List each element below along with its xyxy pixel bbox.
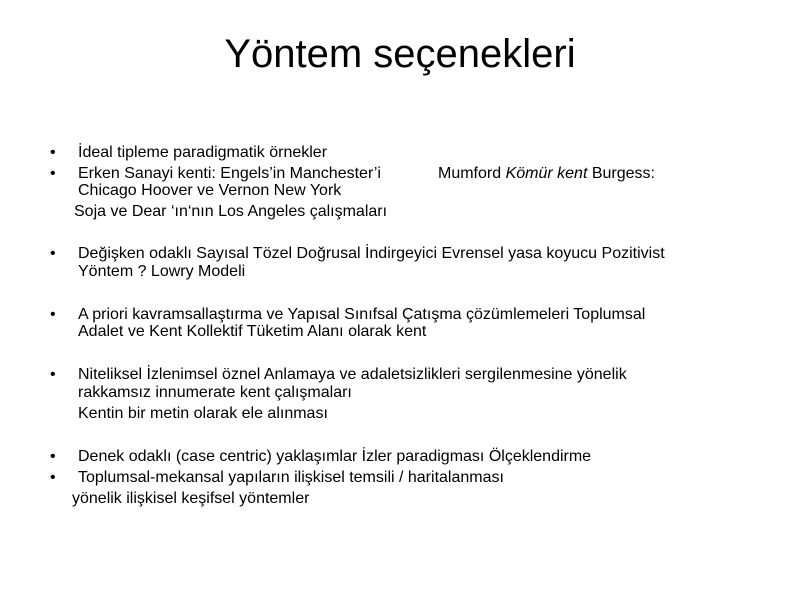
bullet-text: Erken Sanayi kenti: Engels’in Manchester’i bbox=[78, 165, 381, 182]
bullet-text: Denek odaklı (case centric) yaklaşımlar İzler paradigması Ölçeklendirme bbox=[78, 448, 592, 465]
bullet-marker: • bbox=[50, 448, 56, 465]
bullet-marker: • bbox=[50, 144, 56, 161]
indented-text: yönelik ilişkisel keşifsel yöntemler bbox=[72, 490, 310, 507]
indented-text: Kentin bir metin olarak ele alınması bbox=[78, 405, 328, 422]
bullet-text-continued bbox=[438, 164, 655, 183]
bullet-text: A priori kavramsallaştırma ve Yapısal Sınıfsal Çatışma çözümlemeleri Toplumsal bbox=[78, 306, 646, 323]
slide-title: Yöntem seçenekleri bbox=[224, 32, 576, 76]
indented-text: Soja ve Dear ‘ın‘nın Los Angeles çalışmaları bbox=[74, 203, 388, 220]
text-run: Mumford bbox=[438, 165, 506, 182]
bullet-text-wrap: Chicago Hoover ve Vernon New York bbox=[78, 182, 342, 199]
text-run: Burgess: bbox=[587, 165, 655, 182]
bullet-text: İdeal tipleme paradigmatik örnekler bbox=[78, 144, 328, 161]
bullet-marker: • bbox=[50, 366, 56, 383]
bullet-text-wrap: Yöntem ? Lowry Modeli bbox=[78, 263, 246, 280]
bullet-text-wrap: rakkamsız innumerate kent çalışmaları bbox=[78, 384, 352, 401]
bullet-text: Değişken odaklı Sayısal Tözel Doğrusal İndirgeyici Evrensel yasa koyucu Pozitivist bbox=[78, 245, 665, 262]
bullet-text-wrap: Adalet ve Kent Kollektif Tüketim Alanı olarak kent bbox=[78, 323, 427, 340]
italic-text-run: Kömür kent bbox=[505, 165, 588, 182]
bullet-marker: • bbox=[50, 245, 56, 262]
bullet-marker: • bbox=[50, 165, 56, 182]
bullet-marker: • bbox=[50, 306, 56, 323]
bullet-text: Niteliksel İzlenimsel öznel Anlamaya ve adaletsizlikleri sergilenmesine yönelik bbox=[78, 366, 627, 383]
bullet-text: Toplumsal-mekansal yapıların ilişkisel temsili / haritalanması bbox=[78, 469, 504, 486]
bullet-marker: • bbox=[50, 469, 56, 486]
